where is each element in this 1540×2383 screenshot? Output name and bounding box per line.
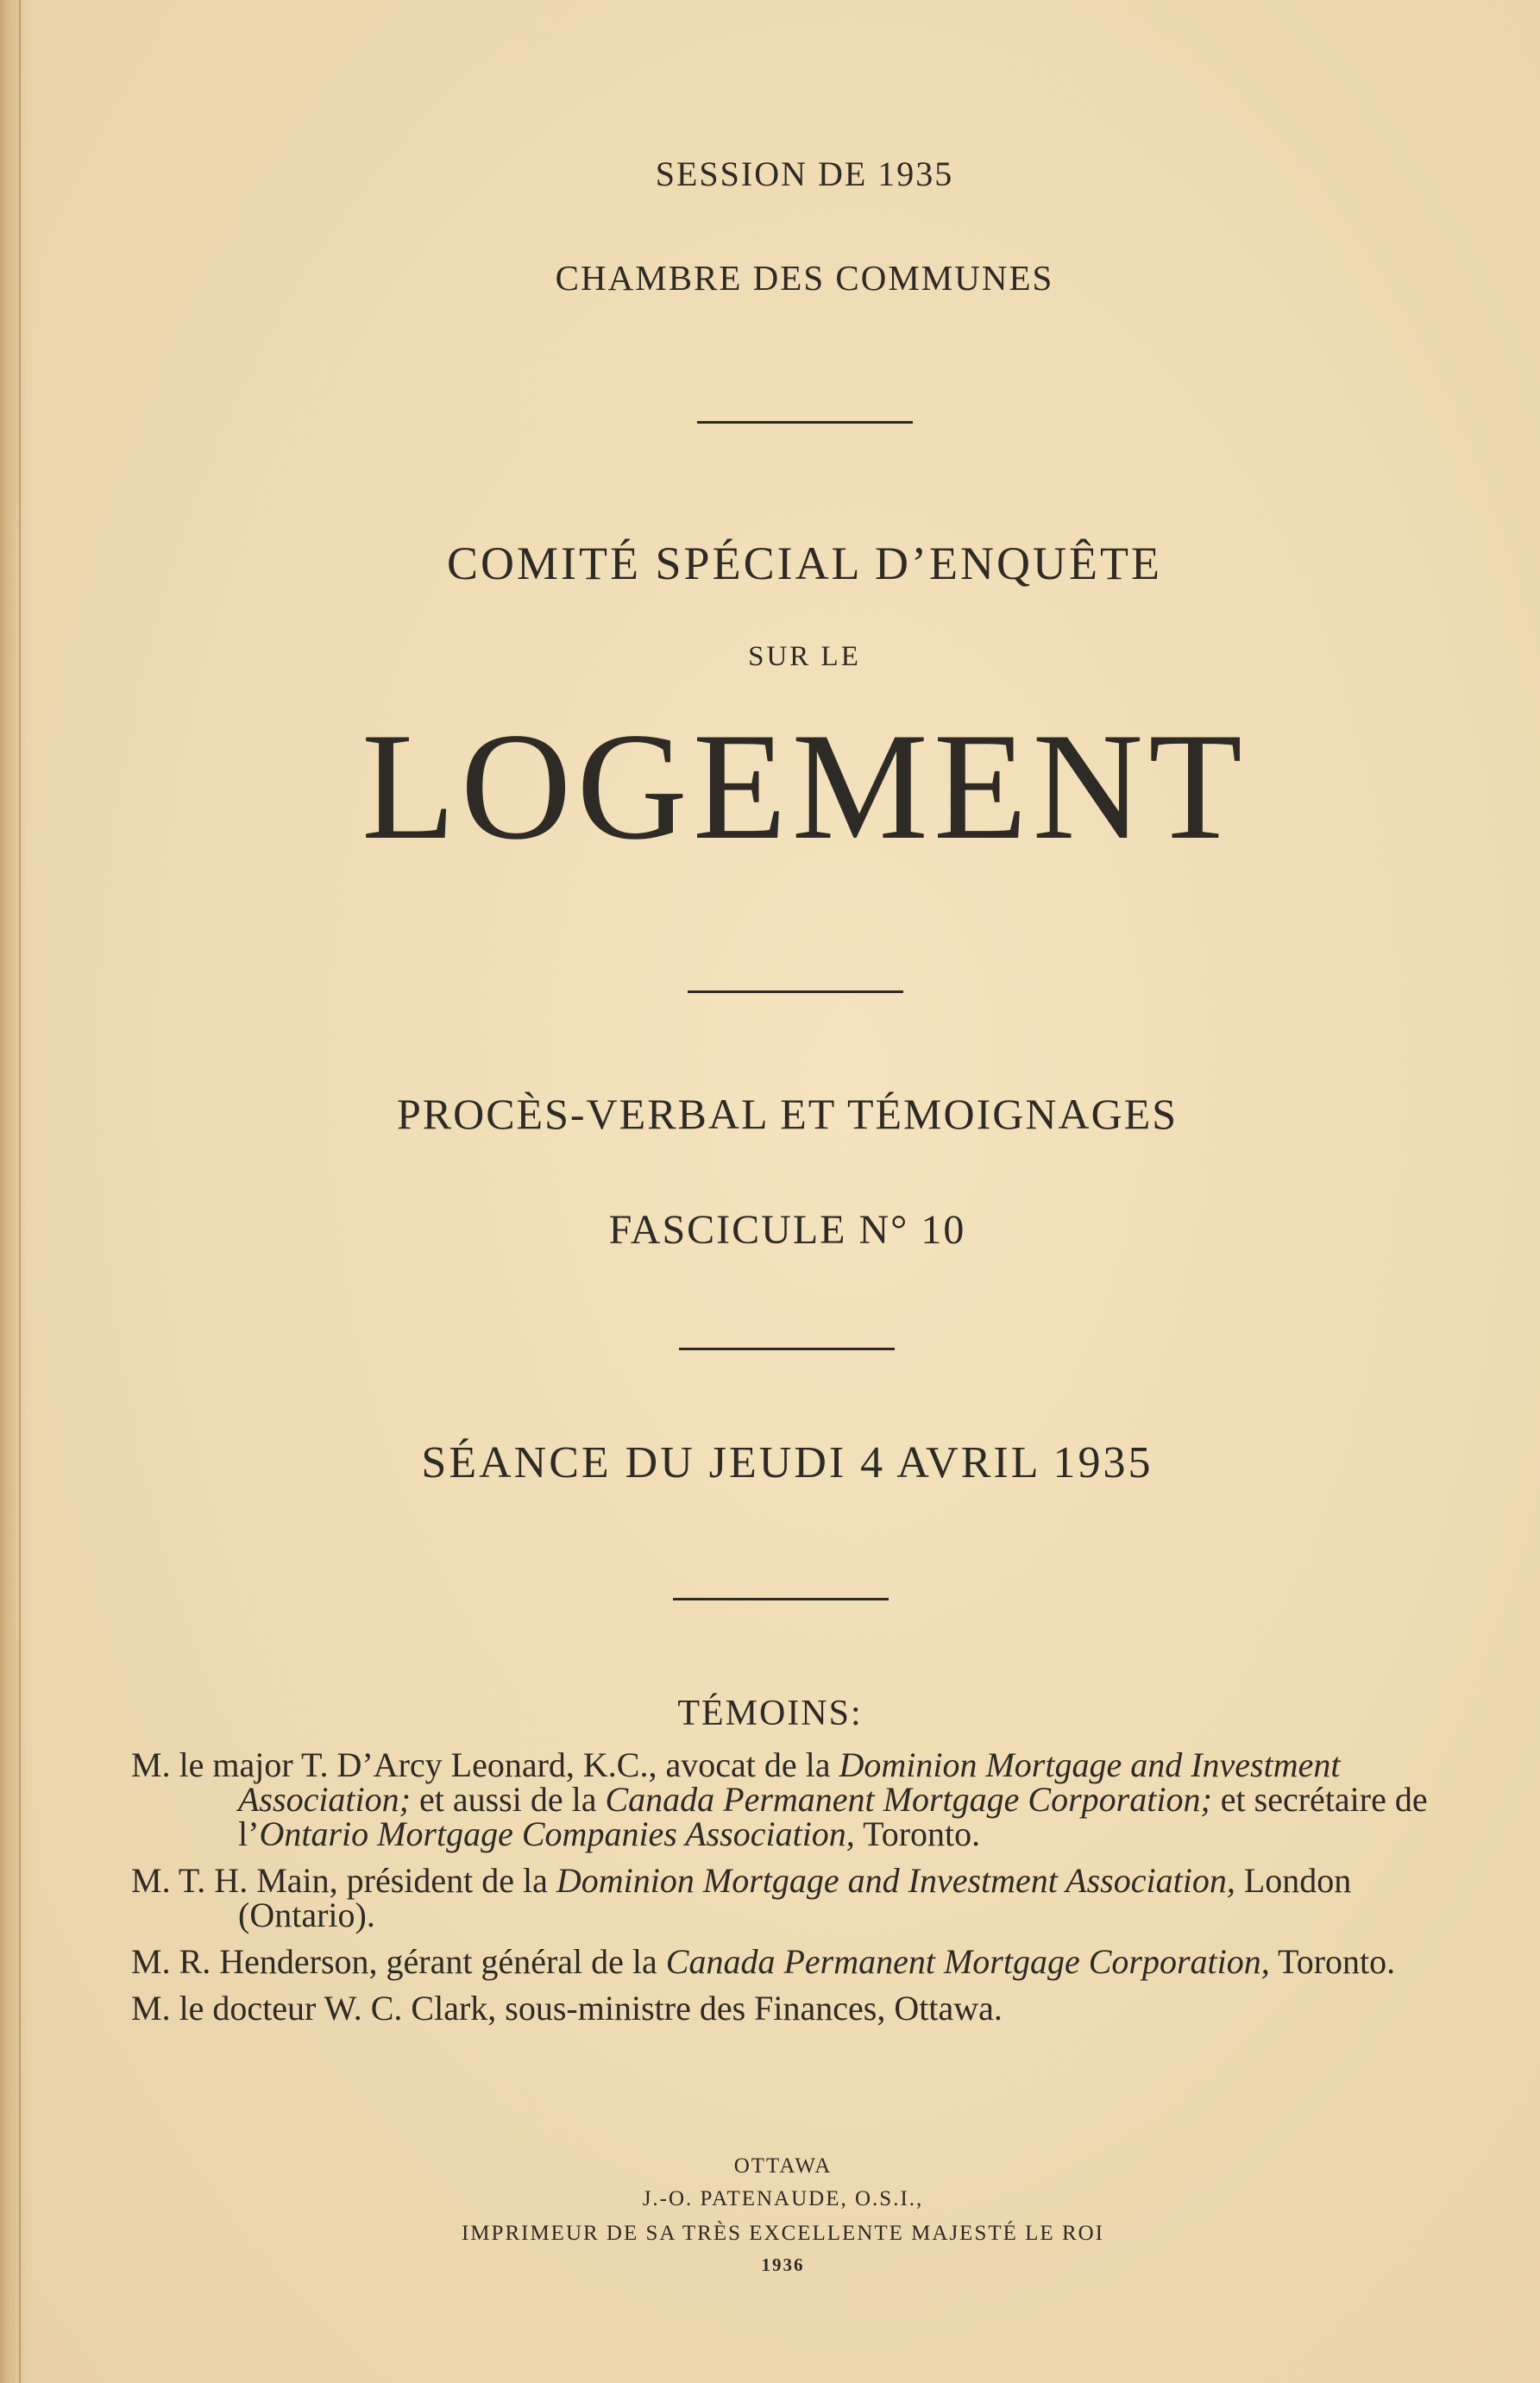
seance-date: SÉANCE DU JEUDI 4 AVRIL 1935 <box>421 1438 1153 1487</box>
witness-text: London (Ontario). <box>238 1861 1352 1934</box>
witness-organization: Dominion Mortgage and Investment Association; <box>238 1745 1341 1819</box>
divider-rule <box>673 1598 889 1600</box>
witness-text: M. R. Henderson, gérant général de la <box>131 1942 666 1981</box>
divider-rule <box>688 990 903 993</box>
divider-rule <box>679 1348 895 1350</box>
witness-entry <box>131 1745 1434 1853</box>
witness-organization: Canada Permanent Mortgage Corporation, <box>665 1942 1270 1981</box>
committee-title: COMITÉ SPÉCIAL D’ENQUÊTE <box>447 538 1162 589</box>
binding-edge <box>0 0 26 2383</box>
imprint-title: IMPRIMEUR DE SA TRÈS EXCELLENTE MAJESTÉ LE ROI <box>461 2222 1104 2245</box>
imprint-printer: J.-O. PATENAUDE, O.S.I., <box>642 2187 924 2210</box>
witness-text: M. T. H. Main, président de la <box>131 1861 556 1900</box>
divider-rule <box>697 421 913 424</box>
witness-text: M. le major T. D’Arcy Leonard, K.C., avocat de la <box>131 1745 839 1784</box>
main-title: LOGEMENT <box>361 701 1248 871</box>
witnesses-heading: TÉMOINS: <box>677 1694 863 1733</box>
fascicule-number: FASCICULE N° 10 <box>608 1207 966 1253</box>
witnesses-list <box>131 1745 1434 2038</box>
witness-text: M. le docteur W. C. Clark, sous-ministre des Finances, Ottawa. <box>131 1989 1003 2028</box>
witness-entry <box>131 1942 1434 1981</box>
witness-organization: Ontario Mortgage Companies Association, <box>259 1814 855 1853</box>
witness-entry <box>131 1991 1434 2026</box>
committee-connector: SUR LE <box>748 641 861 672</box>
imprint-city: OTTAWA <box>733 2154 833 2178</box>
binding-stitch-line <box>19 0 21 2383</box>
chambre-heading: CHAMBRE DES COMMUNES <box>555 258 1054 298</box>
witness-organization: Canada Permanent Mortgage Corporation; <box>605 1780 1212 1819</box>
witness-text: Toronto. <box>854 1814 981 1853</box>
witness-organization: Dominion Mortgage and Investment Association, <box>556 1861 1235 1900</box>
proces-verbal-heading: PROCÈS-VERBAL ET TÉMOIGNAGES <box>396 1090 1179 1138</box>
session-heading: SESSION DE 1935 <box>655 154 954 193</box>
imprint-year: 1936 <box>761 2254 805 2275</box>
witness-text: et aussi de la <box>410 1780 606 1819</box>
witness-entry <box>131 1861 1434 1934</box>
witness-text: et secrétaire de l’ <box>238 1780 1428 1853</box>
witness-text: Toronto. <box>1269 1942 1396 1981</box>
